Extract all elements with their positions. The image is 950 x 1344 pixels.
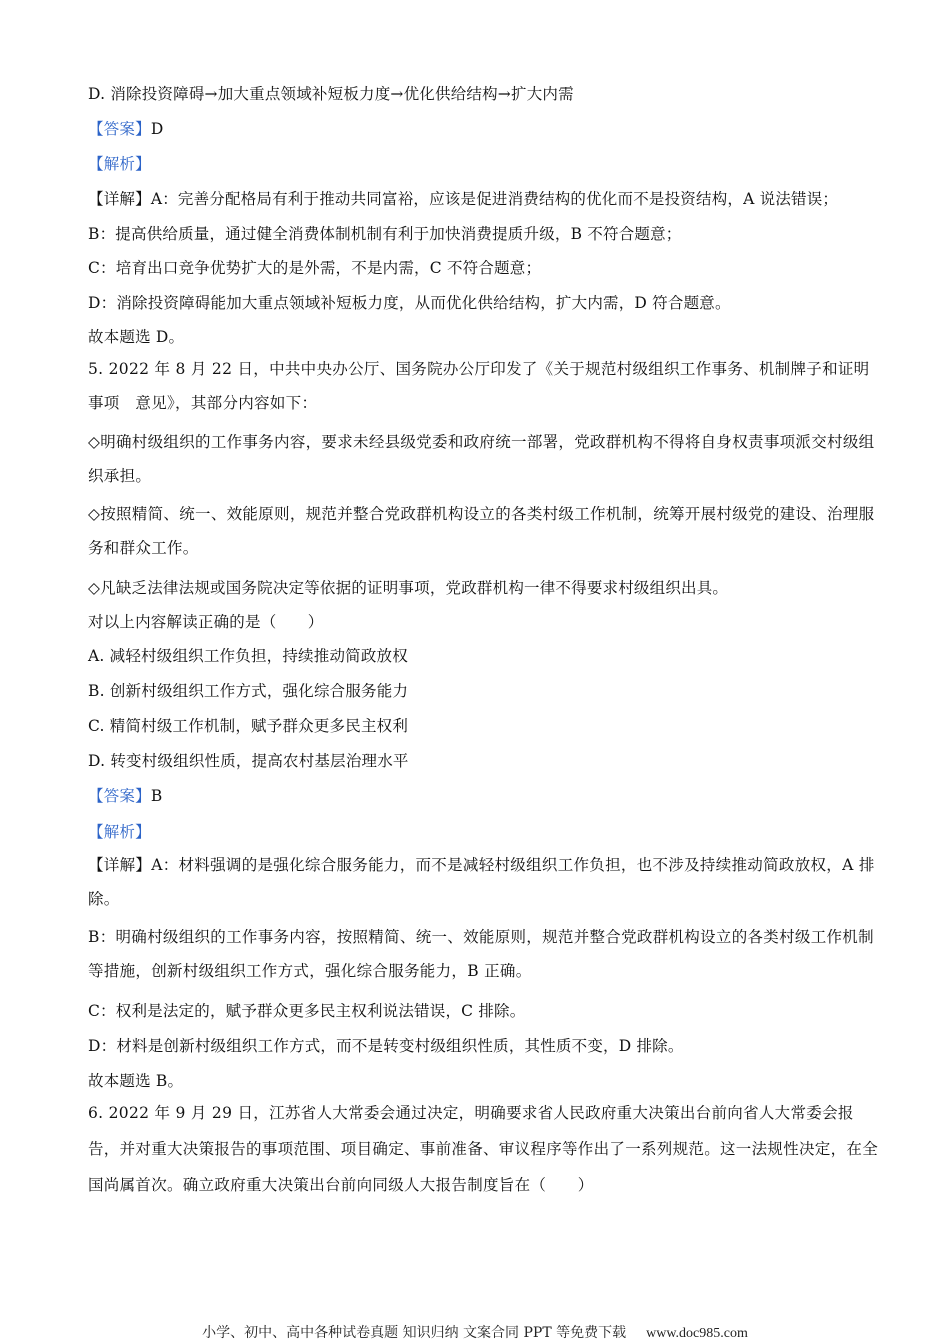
q5-detail-d: D：材料是创新村级组织工作方式，而不是转变村级组织性质，其性质不变，D 排除。 xyxy=(88,1037,684,1055)
q5-point-1: ◇明确村级组织的工作事务内容，要求未经县级党委和政府统一部署，党政群机构不得将自身权责事项派交村级组织承担。 xyxy=(88,433,875,485)
q5-option-d: D. 转变村级组织性质，提高农村基层治理水平 xyxy=(88,752,409,770)
answer-tag: 【答案】 xyxy=(88,120,151,138)
q5-question: 对以上内容解读正确的是（ ） xyxy=(88,613,324,631)
q5-point-2: ◇按照精简、统一、效能原则，规范并整合党政群机构设立的各类村级工作机制，统筹开展村级党的建设、治理服务和群众工作。 xyxy=(88,505,875,557)
q4-conclusion: 故本题选 D。 xyxy=(88,328,185,346)
detail-tag: 【详解】 xyxy=(88,190,151,208)
detail-text: A：材料强调的是强化综合服务能力，而不是减轻村级组织工作负担，也不涉及持续推动简政放权，A 排除。 xyxy=(88,856,875,908)
answer-tag: 【答案】 xyxy=(88,787,151,805)
footer-text: 小学、初中、高中各种试卷真题 知识归纳 文案合同 PPT 等免费下载 xyxy=(202,1325,627,1341)
q5-option-a: A. 减轻村级组织工作负担，持续推动简政放权 xyxy=(88,647,408,665)
q5-option-b: B. 创新村级组织工作方式，强化综合服务能力 xyxy=(88,682,409,700)
q5-answer xyxy=(88,784,162,806)
q4-detail-a xyxy=(88,187,838,209)
q5-analysis-tag: 【解析】 xyxy=(88,823,151,841)
q5-option-c: C. 精简村级工作机制，赋予群众更多民主权利 xyxy=(88,717,409,735)
q4-analysis-tag: 【解析】 xyxy=(88,155,151,173)
answer-value: B xyxy=(150,787,163,805)
page-footer xyxy=(0,1322,950,1342)
q4-detail-b: B：提高供给质量，通过健全消费体制机制有利于加快消费提质升级，B 不符合题意； xyxy=(88,225,682,243)
q4-answer xyxy=(88,117,163,139)
q4-detail-d: D：消除投资障碍能加大重点领域补短板力度，从而优化供给结构，扩大内需，D 符合题意。 xyxy=(88,294,731,312)
answer-value: D xyxy=(150,120,164,138)
q5-detail-b: B：明确村级组织的工作事务内容，按照精简、统一、效能原则，规范并整合党政群机构设立的各类村级工作机制等措施，创新村级组织工作方式，强化综合服务能力，B 正确。 xyxy=(88,928,874,980)
q5-stem: 5. 2022 年 8 月 22 日，中共中央办公厅、国务院办公厅印发了《关于规范村级组织工作事务、机制牌子和证明事项 意见》，其部分内容如下： xyxy=(88,360,870,412)
q4-option-d: D. 消除投资障碍→加大重点领域补短板力度→优化供给结构→扩大内需 xyxy=(88,85,574,103)
q5-conclusion: 故本题选 B。 xyxy=(88,1072,184,1090)
detail-text: A：完善分配格局有利于推动共同富裕，应该是促进消费结构的优化而不是投资结构，A 说法错误； xyxy=(150,190,839,208)
q6-stem: 6. 2022 年 9 月 29 日，江苏省人大常委会通过决定，明确要求省人民政府重大决策出台前向省人大常委会报告，并对重大决策报告的事项范围、项目确定、事前准备、审议程序等作出了一系列规范。这一法规性决定，在全国尚属首次。确立政府重大决策出台前向同级人大报告制度旨在（ ） xyxy=(88,1104,879,1194)
q4-detail-c: C：培育出口竞争优势扩大的是外需，不是内需，C 不符合题意； xyxy=(88,259,542,277)
footer-site-link[interactable]: www.doc985.com xyxy=(646,1326,748,1341)
q5-detail-c: C：权利是法定的，赋予群众更多民主权利说法错误，C 排除。 xyxy=(88,1002,526,1020)
q5-point-3: ◇凡缺乏法律法规或国务院决定等依据的证明事项，党政群机构一律不得要求村级组织出具。 xyxy=(88,579,729,597)
detail-tag: 【详解】 xyxy=(88,856,152,874)
q5-detail-a xyxy=(88,848,878,916)
